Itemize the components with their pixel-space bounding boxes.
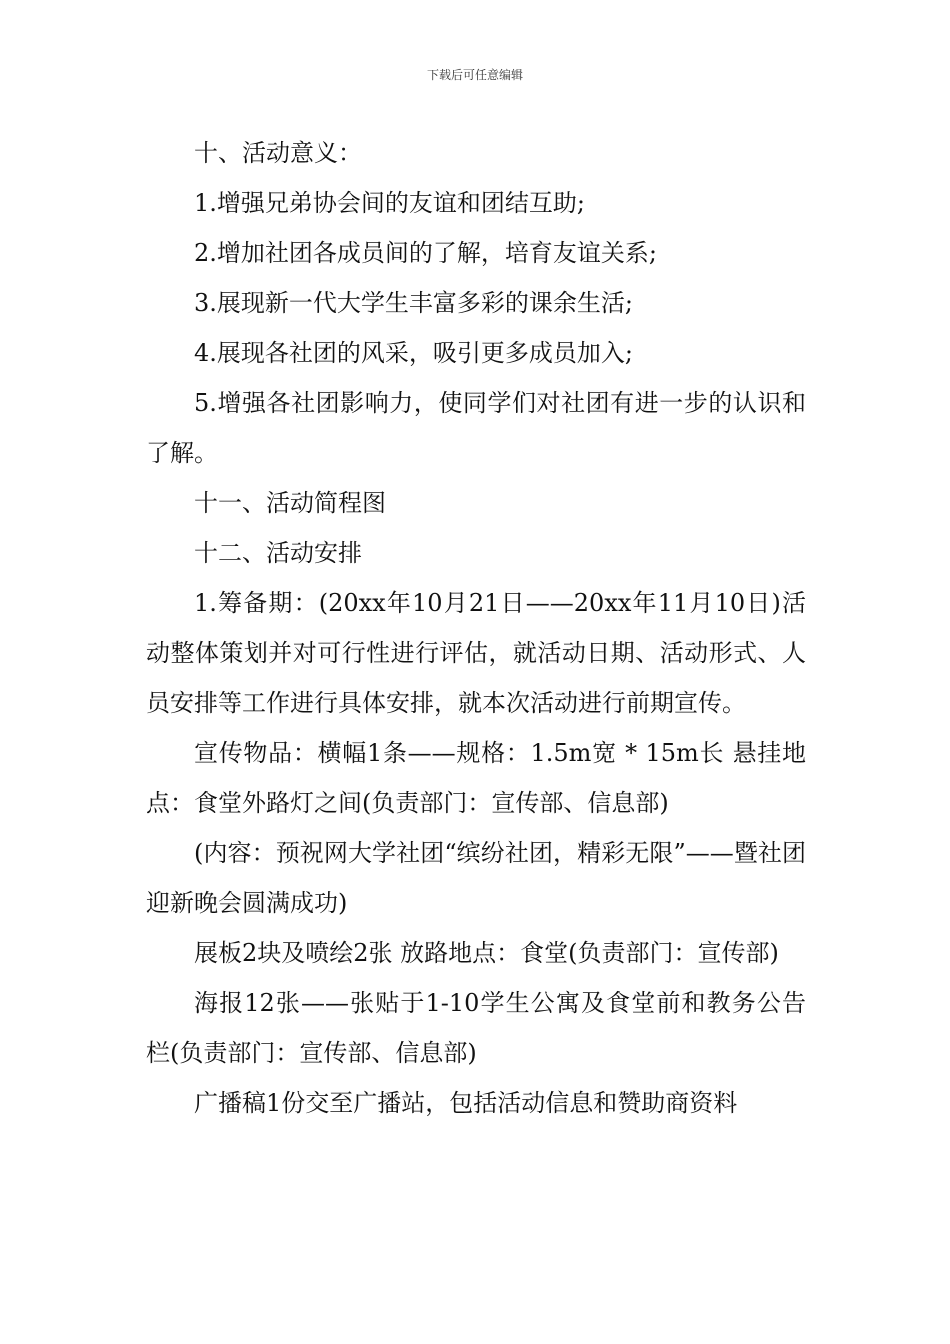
poster-paragraph: 海报12张——张贴于1-10学生公寓及食堂前和教务公告栏(负责部门：宣传部、信息部) (146, 989, 806, 1067)
list-item: 1.增强兄弟协会间的友谊和团结互助; (194, 189, 585, 217)
page-header-note: 下载后可任意编辑 (426, 68, 523, 82)
list-item: 5.增强各社团影响力，使同学们对社团有进一步的认识和了解。 (146, 389, 806, 467)
promo-banner-paragraph: 宣传物品：横幅1条——规格：1.5m宽 * 15m长 悬挂地点：食堂外路灯之间(负责部门：宣传部、信息部) (146, 739, 806, 817)
list-item: 4.展现各社团的风采，吸引更多成员加入; (194, 339, 633, 367)
broadcast-paragraph: 广播稿1份交至广播站，包括活动信息和赞助商资料 (194, 1089, 738, 1117)
section-heading-flowchart: 十一、活动简程图 (194, 489, 386, 517)
list-item: 3.展现新一代大学生丰富多彩的课余生活; (194, 289, 633, 317)
document-body (146, 128, 806, 1128)
list-item: 2.增加社团各成员间的了解，培育友谊关系; (194, 239, 657, 267)
preparation-paragraph: 1.筹备期：(20xx年10月21日——20xx年11月10日)活动整体策划并对可行性进行评估，就活动日期、活动形式、人员安排等工作进行具体安排，就本次活动进行前期宣传。 (146, 589, 806, 717)
display-board-paragraph: 展板2块及喷绘2张 放路地点：食堂(负责部门：宣传部) (194, 939, 779, 967)
section-heading-significance: 十、活动意义： (194, 139, 362, 167)
section-heading-arrangement: 十二、活动安排 (194, 539, 362, 567)
banner-content-paragraph: (内容：预祝网大学社团“缤纷社团，精彩无限”——暨社团迎新晚会圆满成功) (146, 839, 806, 917)
